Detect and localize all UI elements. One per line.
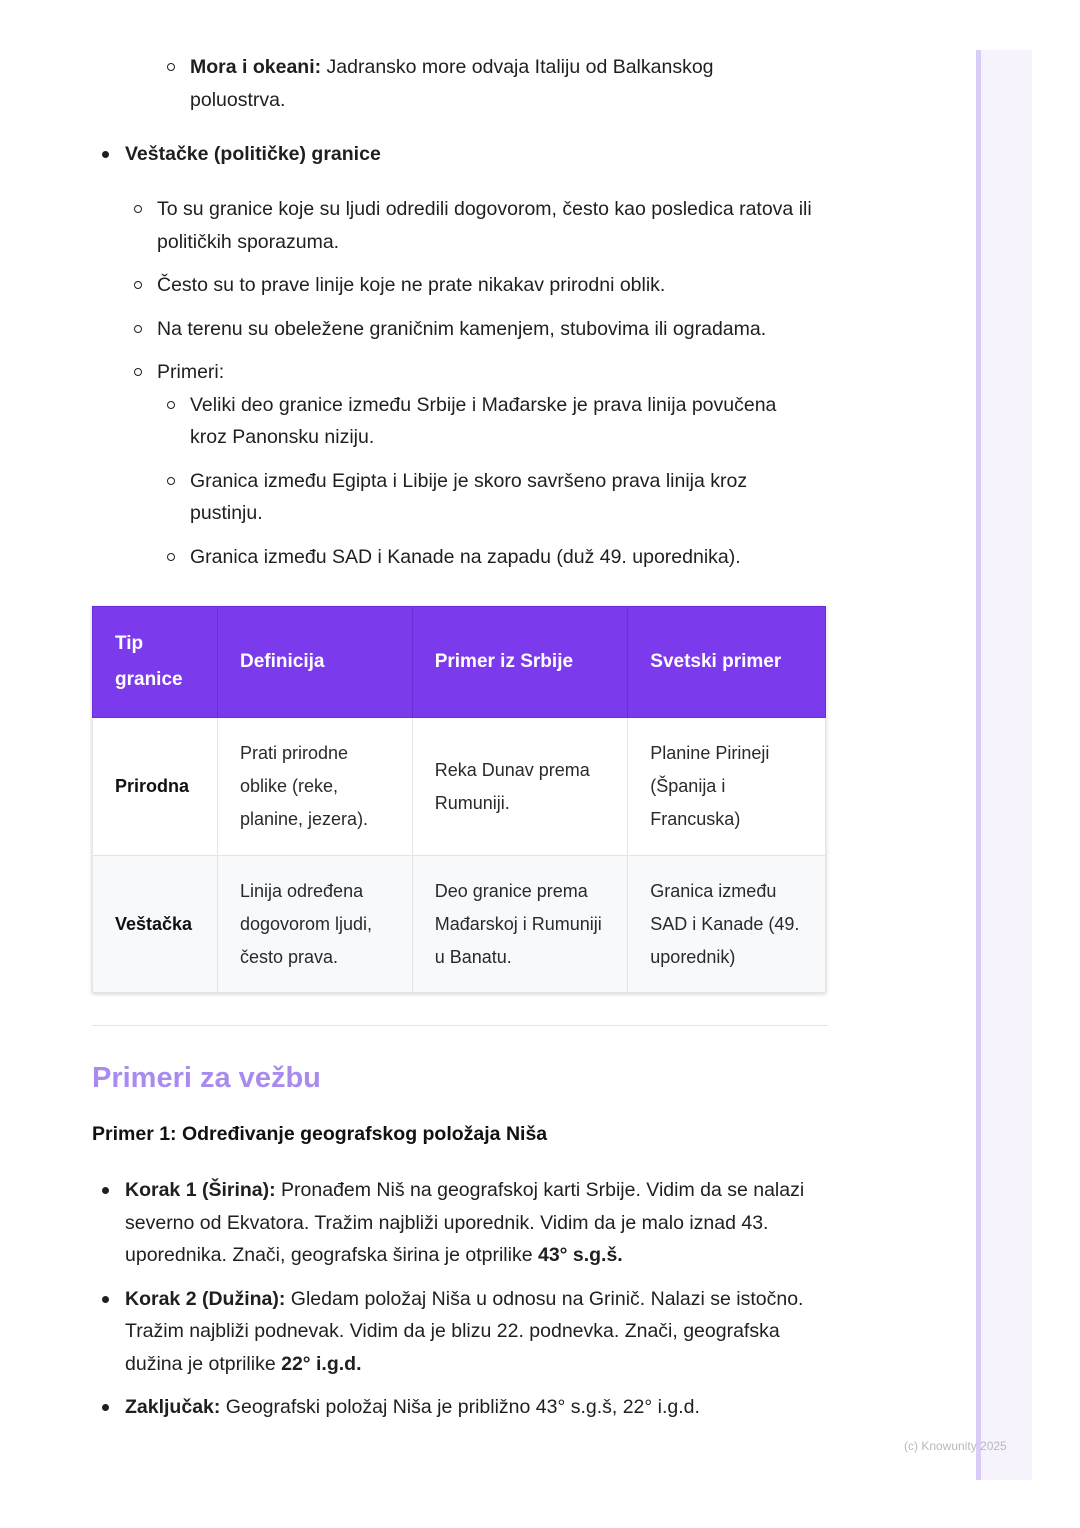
list-item: Veliki deo granice između Srbije i Mađarske je prava linija povučena kroz Panonsku niziju.: [92, 389, 828, 454]
list-item: Korak 1 (Širina): Pronađem Niš na geografskoj karti Srbije. Vidim da se nalazi severno od Ekvatora. Tražim najbliži uporednik. Vidim da je malo iznad 43. uporednika. Znači, geografska širina je otprilike 43° s.g.š.: [92, 1174, 828, 1272]
list-item: Zaključak: Geografski položaj Niša je približno 43° s.g.š, 22° i.g.d.: [92, 1391, 828, 1424]
section-divider: [92, 1025, 828, 1026]
artificial-points: [92, 193, 828, 573]
artificial-borders-list: [92, 138, 828, 171]
practice-steps: [92, 1174, 828, 1424]
table-cell: Deo granice prema Mađarskoj i Rumuniji u Banatu.: [412, 856, 628, 993]
table-cell: Prirodna: [93, 718, 218, 856]
table-cell: Linija određena dogovorom ljudi, često prava.: [217, 856, 412, 993]
table-row: [93, 856, 826, 993]
list-item: Granica između Egipta i Libije je skoro savršeno prava linija kroz pustinju.: [92, 465, 828, 530]
side-accent-line: [976, 50, 981, 1480]
list-item-heading: Veštačke (političke) granice: [92, 138, 828, 171]
table-row: [93, 718, 826, 856]
copyright-footer: (c) Knowunity 2025: [904, 1439, 1007, 1453]
list-item: Mora i okeani: Jadransko more odvaja Italiju od Balkanskog poluostrva.: [92, 51, 828, 116]
column-header: Tip granice: [93, 607, 218, 718]
column-header: Svetski primer: [628, 607, 826, 718]
table-header-row: [93, 607, 826, 718]
table-cell: Reka Dunav prema Rumuniji.: [412, 718, 628, 856]
example-title: Primer 1: Određivanje geografskog položaja Niša: [92, 1123, 548, 1145]
column-header: Primer iz Srbije: [412, 607, 628, 718]
list-item: Primeri:: [92, 356, 828, 389]
side-panel: [976, 50, 1032, 1480]
carry-list: [92, 51, 828, 116]
table-cell: Planine Pirineji (Španija i Francuska): [628, 718, 826, 856]
list-item: Često su to prave linije koje ne prate nikakav prirodni oblik.: [92, 269, 828, 302]
table-cell: Prati prirodne oblike (reke, planine, jezera).: [217, 718, 412, 856]
list-item: To su granice koje su ljudi odredili dogovorom, često kao posledica ratova ili političkih sporazuma.: [92, 193, 828, 258]
section-heading: Primeri za vežbu: [92, 1062, 321, 1094]
list-item: Granica između SAD i Kanade na zapadu (duž 49. uporednika).: [92, 541, 828, 574]
border-types-table: [92, 606, 826, 993]
list-item: Na terenu su obeležene graničnim kamenjem, stubovima ili ogradama.: [92, 313, 828, 346]
table-cell: Granica između SAD i Kanade (49. uporednik): [628, 856, 826, 993]
list-item: Korak 2 (Dužina): Gledam položaj Niša u odnosu na Grinič. Nalazi se istočno. Tražim najbliži podnevak. Vidim da je blizu 22. podnevka. Znači, geografska dužina je otprilike 22° i.g.d.: [92, 1283, 828, 1381]
column-header: Definicija: [217, 607, 412, 718]
table-cell: Veštačka: [93, 856, 218, 993]
